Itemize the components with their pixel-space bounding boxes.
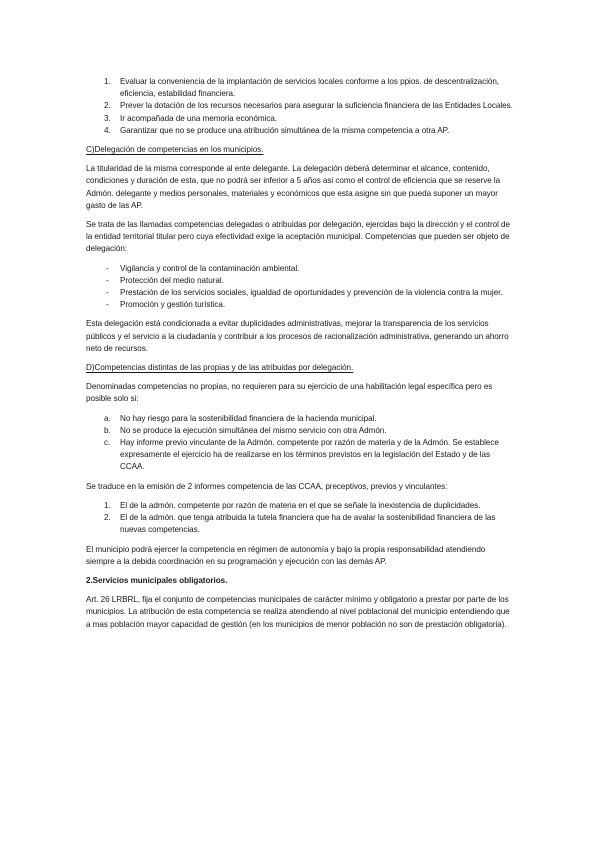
section-c-paragraph-3: Esta delegación está condicionada a evitar duplicidades administrativas, mejorar la transparencia de los servicios públicos y el servicio a la ciudadanía y contribuir a los procesos de racionalización administrativa, generando un ahorro neto de recursos.	[86, 319, 509, 353]
delegation-list	[86, 263, 514, 312]
list-item-text: Garantizar que no se produce una atribución simultánea de la misma competencia a otra AP.	[120, 125, 450, 135]
list-marker: 1.	[104, 500, 111, 510]
list-marker: -	[106, 263, 109, 273]
list-item	[86, 425, 514, 437]
list-item-text: El de la admón. que tenga atribuida la tutela financiera que ha de avalar la sostenibilidad financiera de las nuevas competencias.	[120, 513, 496, 535]
document-page	[86, 69, 514, 631]
list-item	[86, 275, 514, 287]
list-marker: a.	[104, 413, 111, 423]
section-d-heading: D)Competencias distintas de las propias y de las atribuidas por delegación.	[86, 363, 354, 373]
list-marker: 1.	[104, 77, 111, 86]
list-item	[86, 287, 514, 299]
list-marker: 4.	[104, 125, 111, 135]
conditions-list	[86, 413, 514, 474]
list-item-text: No se produce la ejecución simultánea del mismo servicio con otra Admón.	[120, 425, 387, 435]
section-c-paragraph-1: La titularidad de la misma corresponde al ente delegante. La delegación deberá determinar el alcance, contenido, condiciones y duración de esta, que no podrá ser inferior a 5 años asi como el control de eficiencia que se reserve la Admón. delegante y medios personales, materiales y económicos que esta asigne sin que pueda suponer un mayor gasto de las AP.	[86, 164, 501, 210]
list-item	[86, 76, 514, 100]
section-d-paragraph-2: Se traduce en la emisión de 2 informes competencia de las CCAA, preceptivos, previos y vinculantes:	[86, 481, 448, 491]
list-item	[86, 413, 514, 425]
list-item-text: Prever la dotación de los recursos necesarios para asegurar la suficiencia financiera de las Entidades Locales.	[120, 101, 513, 111]
list-item-text: Hay informe previo vinculante de la Admón. competente por razón de materia y de la Admón. Se establece expresamente el ejercicio ha de realizarse en los términos previstos en la legislación del Estado y de las CCAA.	[120, 438, 499, 472]
list-marker: -	[106, 275, 109, 285]
list-item	[86, 299, 514, 311]
list-item	[86, 113, 514, 125]
list-item-text: Ir acompañada de una memoria económica.	[120, 113, 278, 123]
list-marker: 2.	[104, 513, 111, 523]
section-c-paragraph-2: Se trata de las llamadas competencias delegadas o atribuidas por delegación, ejercidas bajo la dirección y el control de la entidad territorial titular pero cuya efectividad exige la aceptación municipal. Competencias que pueden ser objeto de delegación:	[86, 220, 510, 254]
reports-list	[86, 500, 514, 537]
section-c-heading: C)Delegación de competencias en los municipios.	[86, 145, 264, 155]
section-d-paragraph-3: El municipio podrá ejercer la competencia en régimen de autonomía y bajo la propia responsabilidad atendiendo siempre a la debida coordinación en su programación y ejecución con las demás AP.	[86, 544, 486, 566]
list-marker: -	[106, 300, 109, 310]
list-marker: b.	[104, 425, 111, 435]
list-item	[86, 125, 514, 137]
list-item	[86, 263, 514, 275]
section-2-heading: 2.Servicios municipales obligatorios.	[86, 575, 228, 585]
list-item	[86, 500, 514, 512]
list-item-text: Prestación de los servicios sociales, igualdad de oportunidades y prevención de la violencia contra la mujer.	[120, 288, 503, 298]
list-item	[86, 437, 514, 474]
list-item-text: Promoción y gestión turística.	[120, 300, 226, 310]
section-d-paragraph-1: Denominadas competencias no propias, no requieren para su ejercicio de una habilitación legal específica pero es posible solo si:	[86, 382, 493, 404]
list-item-text: Evaluar la conveniencia de la implantación de servicios locales conforme a los ppios. de descentralización, eficiencia, estabilidad financiera.	[120, 77, 499, 99]
intro-numbered-list	[86, 76, 514, 137]
list-marker: -	[106, 288, 109, 298]
list-item	[86, 512, 514, 536]
section-2-paragraph-1: Art. 26 LRBRL, fija el conjunto de competencias municipales de carácter mínimo y obligatorio a prestar por parte de los municipios. La atribución de esta competencia se realiza atendiendo al nivel poblacional del municipio entendiendo que a mas población mayor capacidad de gestión (en los municipios de menor población no son de prestación obligatoria).	[86, 595, 510, 629]
list-item-text: Vigilancia y control de la contaminación ambiental.	[120, 263, 300, 273]
list-marker: c.	[104, 438, 111, 448]
list-item-text: Protección del medio natural.	[120, 275, 224, 285]
list-item	[86, 100, 514, 112]
list-marker: 3.	[104, 113, 111, 123]
list-marker: 2.	[104, 101, 111, 111]
list-item-text: No hay riesgo para la sostenibilidad financiera de la hacienda municipal.	[120, 413, 377, 423]
list-item-text: El de la admón. competente por razón de materia en el que se señale la inexistencia de duplicidades.	[120, 500, 481, 510]
